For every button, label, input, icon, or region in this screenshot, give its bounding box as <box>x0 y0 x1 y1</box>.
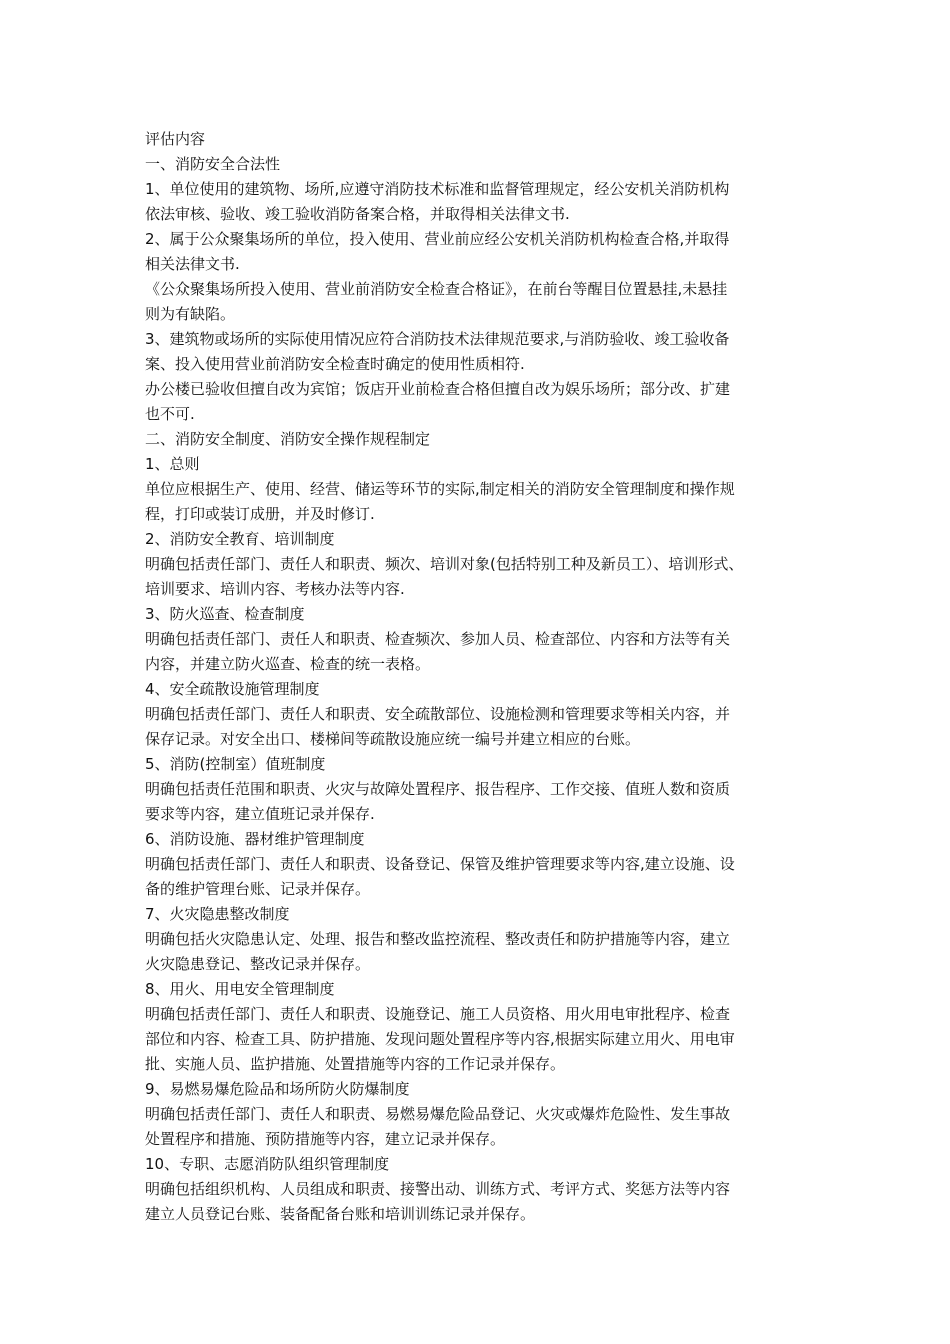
text-line: 则为有缺陷。 <box>145 305 236 323</box>
section-heading: 一、消防安全合法性 <box>145 155 281 173</box>
text-line: 办公楼已验收但擅自改为宾馆；饭店开业前检查合格但擅自改为娱乐场所；部分改、扩建 <box>145 380 731 398</box>
text-line: 内容，并建立防火巡查、检查的统一表格。 <box>145 655 431 673</box>
text-line: 批、实施人员、监护措施、处置措施等内容的工作记录并保存。 <box>145 1055 566 1073</box>
text-line: 明确包括责任部门、责任人和职责、安全疏散部位、设施检测和管理要求等相关内容，并 <box>145 705 731 723</box>
text-line: 处置程序和措施、预防措施等内容，建立记录并保存。 <box>145 1130 506 1148</box>
subsection-heading: 6、消防设施、器材维护管理制度 <box>145 830 365 848</box>
text-line: 案、投入使用营业前消防安全检查时确定的使用性质相符. <box>145 355 525 373</box>
text-line: 明确包括责任范围和职责、火灾与故障处置程序、报告程序、工作交接、值班人数和资质 <box>145 780 731 798</box>
text-line: 建立人员登记台账、装备配备台账和培训训练记录并保存。 <box>145 1205 536 1223</box>
text-line: 单位应根据生产、使用、经营、储运等环节的实际,制定相关的消防安全管理制度和操作规 <box>145 480 735 498</box>
text-line: 《公众聚集场所投入使用、营业前消防安全检查合格证》，在前台等醒目位置悬挂,未悬挂 <box>145 280 728 298</box>
subsection-heading: 10、专职、志愿消防队组织管理制度 <box>145 1155 390 1173</box>
text-line: 3、建筑物或场所的实际使用情况应符合消防技术法律规范要求,与消防验收、竣工验收备 <box>145 330 730 348</box>
subsection-heading: 4、安全疏散设施管理制度 <box>145 680 320 698</box>
document-body <box>145 127 825 1227</box>
text-line: 相关法律文书. <box>145 255 240 273</box>
text-line: 培训要求、培训内容、考核办法等内容. <box>145 580 405 598</box>
subsection-heading: 1、总则 <box>145 455 200 473</box>
text-line: 保存记录。对安全出口、楼梯间等疏散设施应统一编号并建立相应的台账。 <box>145 730 641 748</box>
text-line: 部位和内容、检查工具、防护措施、发现问题处置程序等内容,根据实际建立用火、用电审 <box>145 1030 735 1048</box>
text-line: 明确包括责任部门、责任人和职责、易燃易爆危险品登记、火灾或爆炸危险性、发生事故 <box>145 1105 731 1123</box>
text-line: 明确包括组织机构、人员组成和职责、接警出动、训练方式、考评方式、奖惩方法等内容 <box>145 1180 731 1198</box>
document-title: 评估内容 <box>145 130 206 148</box>
subsection-heading: 3、防火巡查、检查制度 <box>145 605 305 623</box>
text-line: 程，打印或装订成册，并及时修订. <box>145 505 375 523</box>
text-line: 明确包括责任部门、责任人和职责、设备登记、保管及维护管理要求等内容,建立设施、设 <box>145 855 735 873</box>
subsection-heading: 5、消防(控制室）值班制度 <box>145 755 326 773</box>
text-line: 明确包括责任部门、责任人和职责、频次、培训对象(包括特别工种及新员工）、培训形式、 <box>145 555 744 573</box>
subsection-heading: 8、用火、用电安全管理制度 <box>145 980 335 998</box>
section-heading: 二、消防安全制度、消防安全操作规程制定 <box>145 430 431 448</box>
text-line: 要求等内容，建立值班记录并保存. <box>145 805 375 823</box>
text-line: 明确包括火灾隐患认定、处理、报告和整改监控流程、整改责任和防护措施等内容，建立 <box>145 930 731 948</box>
text-line: 依法审核、验收、竣工验收消防备案合格，并取得相关法律文书. <box>145 205 570 223</box>
text-line: 明确包括责任部门、责任人和职责、设施登记、施工人员资格、用火用电审批程序、检查 <box>145 1005 731 1023</box>
text-line: 火灾隐患登记、整改记录并保存。 <box>145 955 371 973</box>
text-line: 2、属于公众聚集场所的单位，投入使用、营业前应经公安机关消防机构检查合格,并取得 <box>145 230 730 248</box>
subsection-heading: 7、火灾隐患整改制度 <box>145 905 290 923</box>
text-line: 也不可. <box>145 405 195 423</box>
text-line: 备的维护管理台账、记录并保存。 <box>145 880 371 898</box>
text-line: 明确包括责任部门、责任人和职责、检查频次、参加人员、检查部位、内容和方法等有关 <box>145 630 731 648</box>
subsection-heading: 2、消防安全教育、培训制度 <box>145 530 335 548</box>
subsection-heading: 9、易燃易爆危险品和场所防火防爆制度 <box>145 1080 410 1098</box>
text-line: 1、单位使用的建筑物、场所,应遵守消防技术标准和监督管理规定，经公安机关消防机构 <box>145 180 730 198</box>
